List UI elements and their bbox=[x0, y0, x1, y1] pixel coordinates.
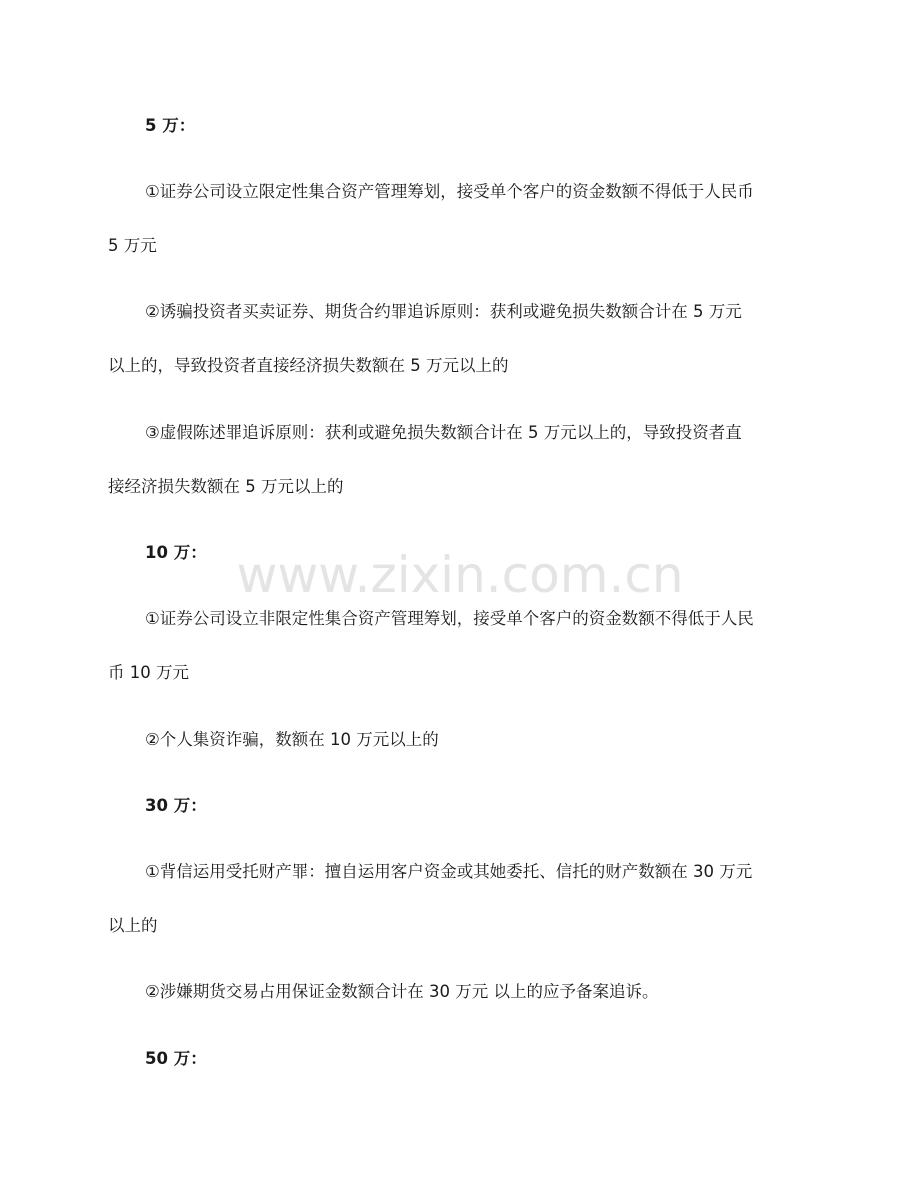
paragraph-line: ②涉嫌期货交易占用保证金数额合计在 30 万元 以上的应予备案追诉。 bbox=[145, 982, 659, 1001]
watermark: www.zixin.com.cn bbox=[236, 546, 684, 604]
paragraph-line: 接经济损失数额在 5 万元以上的 bbox=[108, 477, 344, 496]
paragraph-line: 币 10 万元 bbox=[108, 663, 189, 682]
paragraph-line: ①证券公司设立限定性集合资产管理筹划，接受单个客户的资金数额不得低于人民币 bbox=[145, 182, 754, 201]
paragraph-line: ②个人集资诈骗，数额在 10 万元以上的 bbox=[145, 730, 439, 749]
section-heading-10wan: 10 万： bbox=[145, 543, 207, 562]
paragraph-line: ③虚假陈述罪追诉原则：获利或避免损失数额合计在 5 万元以上的，导致投资者直 bbox=[145, 423, 742, 442]
paragraph-line: 以上的 bbox=[108, 916, 158, 935]
paragraph-line: ②诱骗投资者买卖证券、期货合约罪追诉原则：获利或避免损失数额合计在 5 万元 bbox=[145, 302, 742, 321]
paragraph-line: 以上的，导致投资者直接经济损失数额在 5 万元以上的 bbox=[108, 356, 509, 375]
section-heading-30wan: 30 万： bbox=[145, 796, 207, 815]
paragraph-line: ①证券公司设立非限定性集合资产管理筹划，接受单个客户的资金数额不得低于人民 bbox=[145, 609, 754, 628]
paragraph-line: 5 万元 bbox=[108, 236, 157, 255]
paragraph-line: ①背信运用受托财产罪：擅自运用客户资金或其她委托、信托的财产数额在 30 万元 bbox=[145, 862, 753, 881]
section-heading-50wan: 50 万： bbox=[145, 1049, 207, 1068]
section-heading-5wan: 5 万： bbox=[145, 116, 196, 135]
